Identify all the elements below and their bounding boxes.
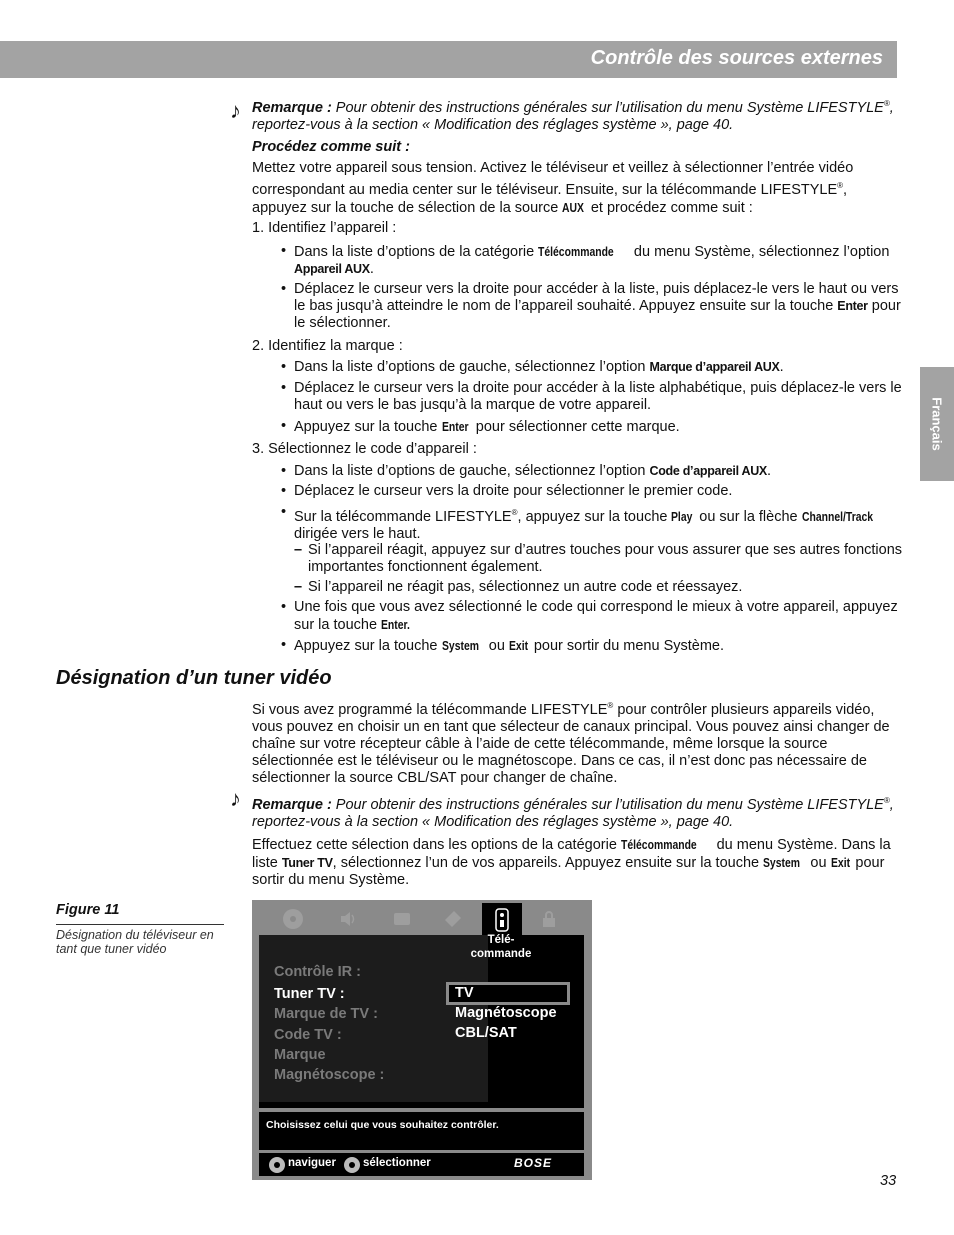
note-1-label: Remarque : — [252, 99, 332, 116]
speaker-icon — [337, 908, 359, 930]
step-3-dash-1: – Si l’appareil réagit, appuyez sur d’autres touches pour vous assurer que ses autres fonctions importantes fonctionnent également. — [294, 542, 903, 575]
step-3-bullet-3: • Sur la télécommande LIFESTYLE®, appuyez sur la touche Play ou sur la flèche Channel/Track dirigée vers le haut. — [281, 504, 910, 543]
step-3-bullet-5: • Appuyez sur la touche System ou Exit pour sortir du menu Système. — [281, 637, 910, 655]
tv-menu-screenshot — [252, 900, 592, 1180]
option-cbl-sat: CBL/SAT — [455, 1025, 517, 1041]
procedure-label: Procédez comme suit : — [252, 139, 410, 155]
option-tv: TV — [455, 985, 474, 1001]
select-label: sélectionner — [363, 1157, 431, 1169]
page-header-title: Contrôle des sources externes — [590, 47, 883, 69]
remote-tab-label: Télé- commande — [470, 934, 532, 960]
language-tab — [920, 367, 954, 481]
menu-item-marque: Marque — [274, 1047, 326, 1063]
step-2-bullet-1: • Dans la liste d’options de gauche, sélectionnez l’option Marque d’appareil AUX. — [281, 359, 910, 376]
figure-caption: Désignation du téléviseur en tant que tuner vidéo — [56, 928, 214, 956]
remote-control-icon — [493, 908, 511, 932]
disc-icon — [282, 908, 304, 930]
menu-item-tuner-tv: Tuner TV : — [274, 986, 345, 1002]
note-2-label: Remarque : — [252, 796, 332, 813]
select-pad-icon — [343, 1156, 361, 1174]
menu-item-code-tv: Code TV : — [274, 1027, 342, 1043]
navigate-label: naviguer — [288, 1157, 336, 1169]
lock-icon — [538, 908, 560, 930]
closing-paragraph: Effectuez cette sélection dans les options de la catégorie Télécommande du menu Système. Dans la liste Tuner TV, sélectionnez l’un de vos appareils. Appuyez ensuite sur la touche System ou Exit pour sortir du menu Système. — [252, 837, 891, 888]
step-3-label: 3. Sélectionnez le code d’appareil : — [252, 441, 477, 457]
intro-paragraph: Mettez votre appareil sous tension. Activez le téléviseur et veillez à sélectionner l’entrée vidéo correspondant au media center sur le téléviseur. Ensuite, sur la télécommande LIFESTYLE®, appuyez sur la touche de sélection de la source AUX et procédez comme suit : — [252, 160, 854, 216]
figure-label: Figure 11 — [56, 902, 120, 918]
navigate-pad-icon — [268, 1156, 286, 1174]
page-number: 33 — [880, 1173, 897, 1189]
note-2: Remarque : Pour obtenir des instructions générales sur l’utilisation du menu Système LIFESTYLE®, reportez-vous à la section « Modification des réglages système », page 40. — [252, 796, 894, 830]
message-panel — [259, 1112, 584, 1150]
step-1-bullet-2: • Déplacez le curseur vers la droite pour accéder à la liste, puis déplacez-le vers le haut ou vers le bas jusqu’à atteindre le nom de l’appareil souhaité. Appuyez ensuite sur la touche Enter pour le sélectionner. — [281, 281, 910, 332]
tag-icon — [442, 908, 464, 930]
music-note-icon: ♪ — [230, 786, 241, 811]
step-2-bullet-2: • Déplacez le curseur vers la droite pour accéder à la liste alphabétique, puis déplacez-le vers le haut ou vers le bas jusqu’à la marque de votre appareil. — [281, 380, 910, 414]
music-note-icon: ♪ — [230, 98, 241, 123]
step-1-label: 1. Identifiez l’appareil : — [252, 220, 397, 236]
step-2-label: 2. Identifiez la marque : — [252, 338, 403, 354]
display-icon — [391, 908, 413, 930]
step-3-dash-2: – Si l’appareil ne réagit pas, sélectionnez un autre code et réessayez. — [294, 579, 743, 595]
menu-item-marque-tv: Marque de TV : — [274, 1006, 378, 1022]
step-2-bullet-3: • Appuyez sur la touche Enter pour sélectionner cette marque. — [281, 418, 910, 436]
header-bar — [0, 41, 897, 78]
section-paragraph: Si vous avez programmé la télécommande LIFESTYLE® pour contrôler plusieurs appareils vidéo, vous pouvez en choisir un en tant que sélecteur de canaux principal. Vous pouvez ainsi changer de chaîne sur votre récepteur câble à l’aide de cette télécommande, même lorsque la source sélectionnée est le téléviseur ou le magnétoscope. Dans ce cas, il n’est donc pas nécessaire de sélectionner la source CBL/SAT pour changer de chaîne. — [252, 701, 890, 786]
note-1: Remarque : Pour obtenir des instructions générales sur l’utilisation du menu Système LIFESTYLE®, reportez-vous à la section « Modification des réglages système », page 40. — [252, 99, 894, 133]
menu-item-controle-ir: Contrôle IR : — [274, 964, 361, 980]
bose-logo: BOSE — [514, 1156, 553, 1170]
menu-item-magnetoscope: Magnétoscope : — [274, 1067, 385, 1083]
footer-panel — [259, 1153, 584, 1176]
step-3-bullet-2: • Déplacez le curseur vers la droite pour sélectionner le premier code. — [281, 483, 910, 500]
step-3-bullet-1: • Dans la liste d’options de gauche, sélectionnez l’option Code d’appareil AUX. — [281, 463, 910, 480]
section-title: Désignation d’un tuner vidéo — [56, 667, 332, 689]
figure-rule — [56, 924, 224, 925]
help-message: Choisissez celui que vous souhaitez contrôler. — [266, 1119, 499, 1131]
option-magnetoscope: Magnétoscope — [455, 1005, 557, 1021]
step-3-bullet-4: • Une fois que vous avez sélectionné le code qui correspond le mieux à votre appareil, appuyez sur la touche Enter. — [281, 599, 910, 634]
step-1-bullet-1: • Dans la liste d’options de la catégorie Télécommande du menu Système, sélectionnez l’option Appareil AUX. — [281, 243, 910, 278]
language-tab-label: Français — [929, 397, 945, 451]
